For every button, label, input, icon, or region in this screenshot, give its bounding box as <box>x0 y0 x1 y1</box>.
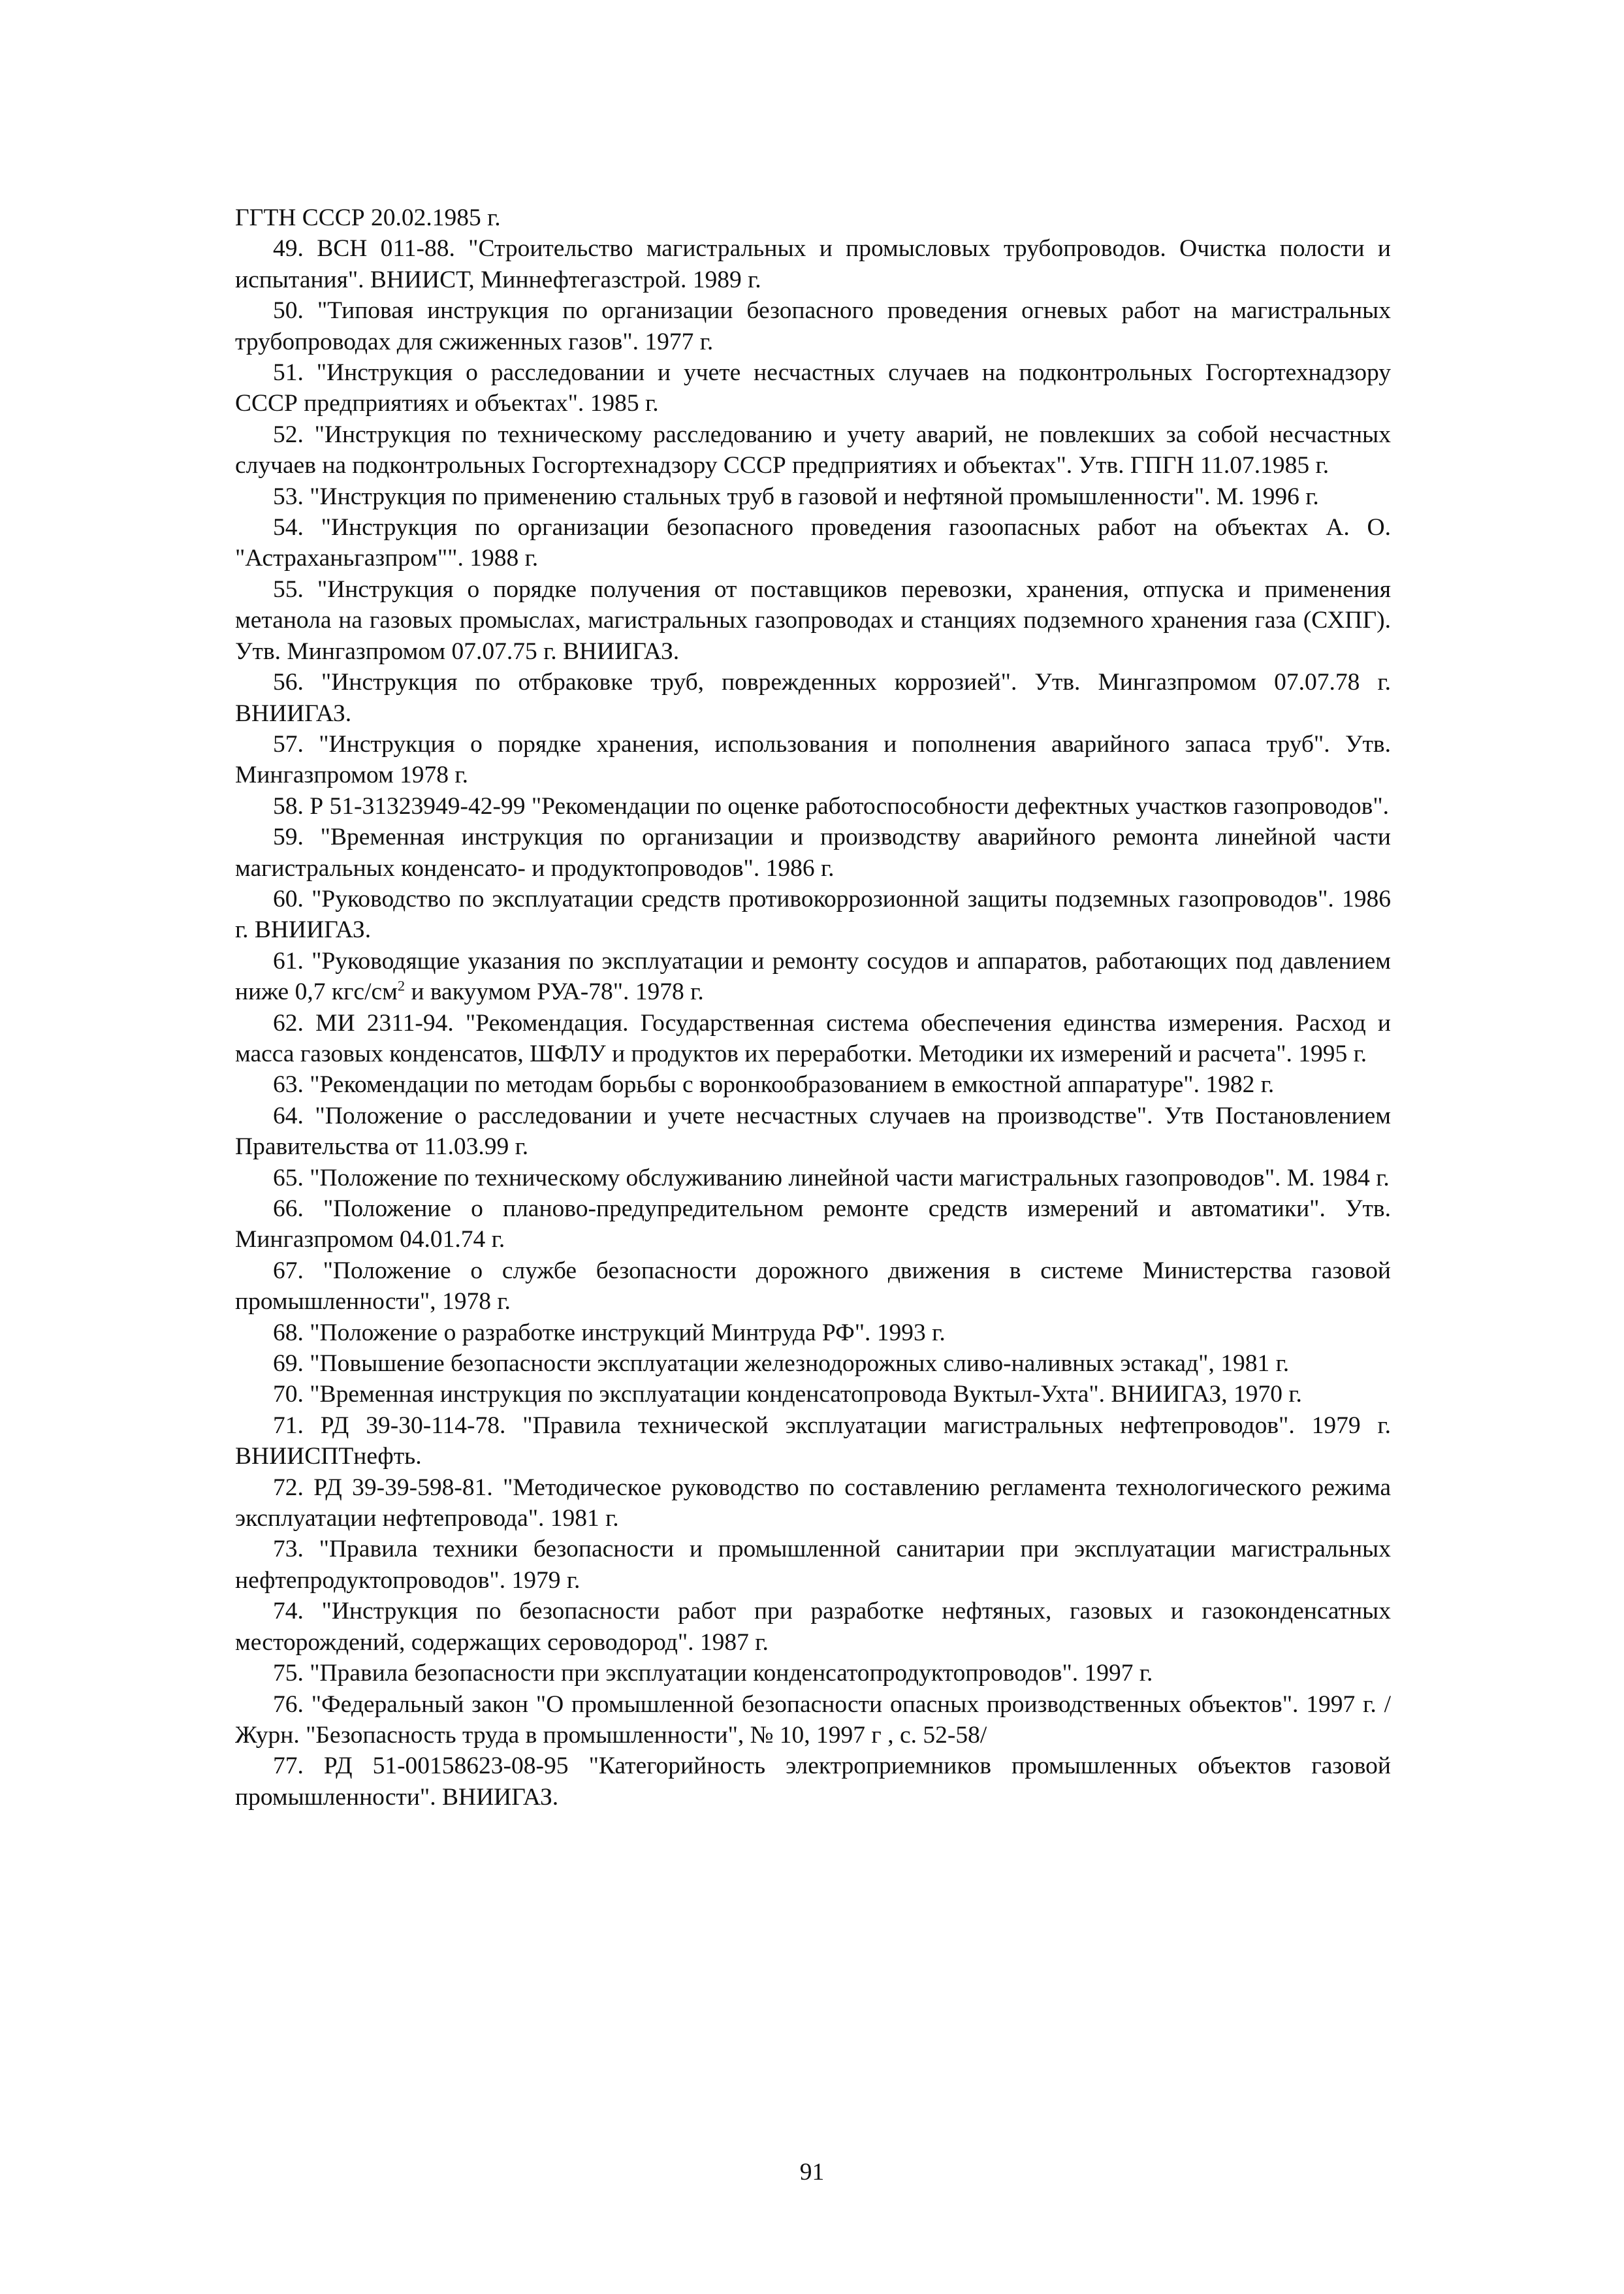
reference-entry-57: 57. "Инструкция о порядке хранения, использования и пополнения аварийного запаса труб". Утв. Мингазпромом 1978 г. <box>235 730 1391 789</box>
reference-entry-66: 66. "Положение о планово-предупредительном ремонте средств измерений и автоматики". Утв. Мингазпромом 04.01.74 г. <box>235 1195 1391 1253</box>
reference-entry-55: 55. "Инструкция о порядке получения от поставщиков перевозки, хранения, отпуска и применения метанола на газовых промыслах, магистральных газопроводах и станциях подземного хранения газа (СХПГ). Утв. Мингазпромом 07.07.75 г. ВНИИГАЗ. <box>235 575 1391 665</box>
reference-entry-68: 68. "Положение о разработке инструкций Минтруда РФ". 1993 г. <box>273 1319 946 1346</box>
reference-entry-58: 58. Р 51-31323949-42-99 "Рекомендации по оценке работоспособности дефектных участков газопроводов". <box>273 792 1389 820</box>
reference-entry-50: 50. "Типовая инструкция по организации безопасного проведения огневых работ на магистральных трубопроводах для сжиженных газов". 1977 г. <box>235 297 1391 355</box>
document-body <box>235 202 1391 1813</box>
reference-entry-74: 74. "Инструкция по безопасности работ при разработке нефтяных, газовых и газоконденсатных месторождений, содержащих сероводород". 1987 г. <box>235 1598 1391 1656</box>
reference-entry-73: 73. "Правила техники безопасности и промышленной санитарии при эксплуатации магистральных нефтепродуктопроводов". 1979 г. <box>235 1536 1391 1594</box>
reference-entry-71: 71. РД 39-30-114-78. "Правила технической эксплуатации магистральных нефтепроводов". 1979 г. ВНИИСПТнефть. <box>235 1412 1391 1470</box>
reference-entry-56: 56. "Инструкция по отбраковке труб, поврежденных коррозией". Утв. Мингазпромом 07.07.78 г. ВНИИГАЗ. <box>235 669 1391 727</box>
reference-entry-75: 75. "Правила безопасности при эксплуатации конденсатопродуктопроводов". 1997 г. <box>273 1660 1153 1687</box>
reference-entry-49: 49. ВСН 011-88. "Строительство магистральных и промысловых трубопроводов. Очистка полости и испытания". ВНИИСТ, Миннефтегазстрой. 1989 г. <box>235 235 1391 293</box>
continuation-line: ГГТН СССР 20.02.1985 г. <box>235 204 501 231</box>
reference-entry-70: 70. "Временная инструкция по эксплуатации конденсатопровода Вуктыл-Ухта". ВНИИГАЗ, 1970 г. <box>273 1381 1302 1408</box>
reference-entry-64: 64. "Положение о расследовании и учете несчастных случаев на производстве". Утв Постановлением Правительства от 11.03.99 г. <box>235 1102 1391 1161</box>
entry-61-text-before: 61. "Руководящие указания по эксплуатации и ремонту сосудов и аппаратов, работающих под давлением ниже 0,7 кгс/см <box>235 947 1391 1006</box>
reference-entry-59: 59. "Временная инструкция по организации и производству аварийного ремонта линейной части магистральных конденсато- и продуктопроводов". 1986 г. <box>235 824 1391 882</box>
reference-entry-53: 53. "Инструкция по применению стальных труб в газовой и нефтяной промышленности". М. 1996 г. <box>273 483 1319 510</box>
reference-entry-65: 65. "Положение по техническому обслуживанию линейной части магистральных газопроводов". М. 1984 г. <box>273 1164 1390 1191</box>
reference-entry-51: 51. "Инструкция о расследовании и учете несчастных случаев на подконтрольных Госгортехнадзору СССР предприятиях и объектах". 1985 г. <box>235 359 1391 417</box>
reference-entry-61 <box>235 946 1391 1008</box>
reference-entry-52: 52. "Инструкция по техническому расследованию и учету аварий, не повлекших за собой несчастных случаев на подконтрольных Госгортехнадзору СССР предприятиях и объектах". Утв. ГПГН 11.07.1985 г. <box>235 421 1391 479</box>
reference-entry-67: 67. "Положение о службе безопасности дорожного движения в системе Министерства газовой промышленности", 1978 г. <box>235 1257 1391 1316</box>
reference-entry-72: 72. РД 39-39-598-81. "Методическое руководство по составлению регламента технологического режима эксплуатации нефтепровода". 1981 г. <box>235 1474 1391 1532</box>
reference-entry-62: 62. МИ 2311-94. "Рекомендация. Государственная система обеспечения единства измерения. Расход и масса газовых конденсатов, ШФЛУ и продуктов их переработки. Методики их измерений и расчета". 1995 г. <box>235 1009 1391 1067</box>
reference-entry-63: 63. "Рекомендации по методам борьбы с воронкообразованием в емкостной аппаратуре". 1982 г. <box>273 1071 1275 1099</box>
reference-entry-69: 69. "Повышение безопасности эксплуатации железнодорожных сливо-наливных эстакад", 1981 г. <box>273 1350 1290 1378</box>
reference-entry-76: 76. "Федеральный закон "О промышленной безопасности опасных производственных объектов". 1997 г. /Журн. "Безопасность труда в промышленности", № 10, 1997 г , с. 52-58/ <box>235 1690 1391 1749</box>
page-number: 91 <box>799 2159 825 2186</box>
reference-entry-54: 54. "Инструкция по организации безопасного проведения газоопасных работ на объектах А. О. "Астраханьгазпром"". 1988 г. <box>235 514 1391 572</box>
entry-61-superscript: 2 <box>397 977 406 994</box>
entry-61-text-after: и вакуумом РУА-78". 1978 г. <box>405 978 704 1006</box>
reference-entry-60: 60. "Руководство по эксплуатации средств противокоррозионной защиты подземных газопроводов". 1986 г. ВНИИГАЗ. <box>235 885 1391 944</box>
reference-entry-77: 77. РД 51-00158623-08-95 "Категорийность электроприемников промышленных объектов газовой промышленности". ВНИИГАЗ. <box>235 1753 1391 1811</box>
